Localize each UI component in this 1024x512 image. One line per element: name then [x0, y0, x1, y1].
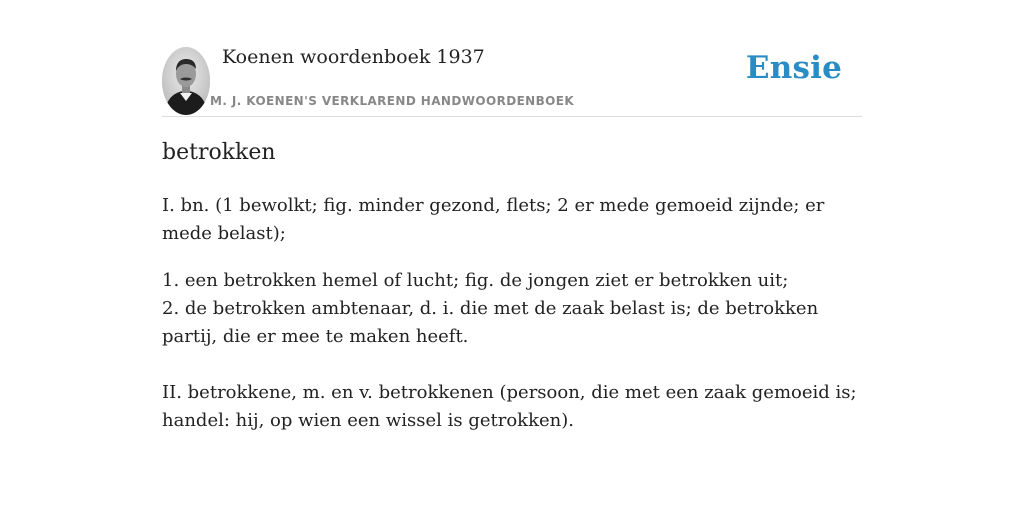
header [162, 0, 862, 117]
book-title[interactable]: Koenen woordenboek 1937 [222, 46, 485, 68]
portrait-icon [162, 47, 210, 115]
book-subtitle: M. J. KOENEN'S VERKLAREND HANDWOORDENBOEK [210, 94, 575, 108]
example-2: 2. de betrokken ambtenaar, d. i. die met de zaak belast is; de betrokken partij, die er mee te maken heeft. [162, 298, 819, 347]
entry-sense-2: II. betrokkene, m. en v. betrokkenen (persoon, die met een zaak gemoeid is; handel: hij, op wien een wissel is getrokken). [162, 382, 857, 431]
avatar[interactable] [162, 47, 210, 115]
entry-examples [162, 267, 862, 351]
headword: betrokken [162, 140, 276, 165]
entry-sense-1: I. bn. (1 bewolkt; fig. minder gezond, flets; 2 er mede gemoeid zijnde; er mede belast); [162, 195, 825, 244]
ensie-logo[interactable]: Ensie [745, 50, 842, 86]
page [162, 0, 862, 512]
example-1: 1. een betrokken hemel of lucht; fig. de jongen ziet er betrokken uit; [162, 270, 789, 291]
